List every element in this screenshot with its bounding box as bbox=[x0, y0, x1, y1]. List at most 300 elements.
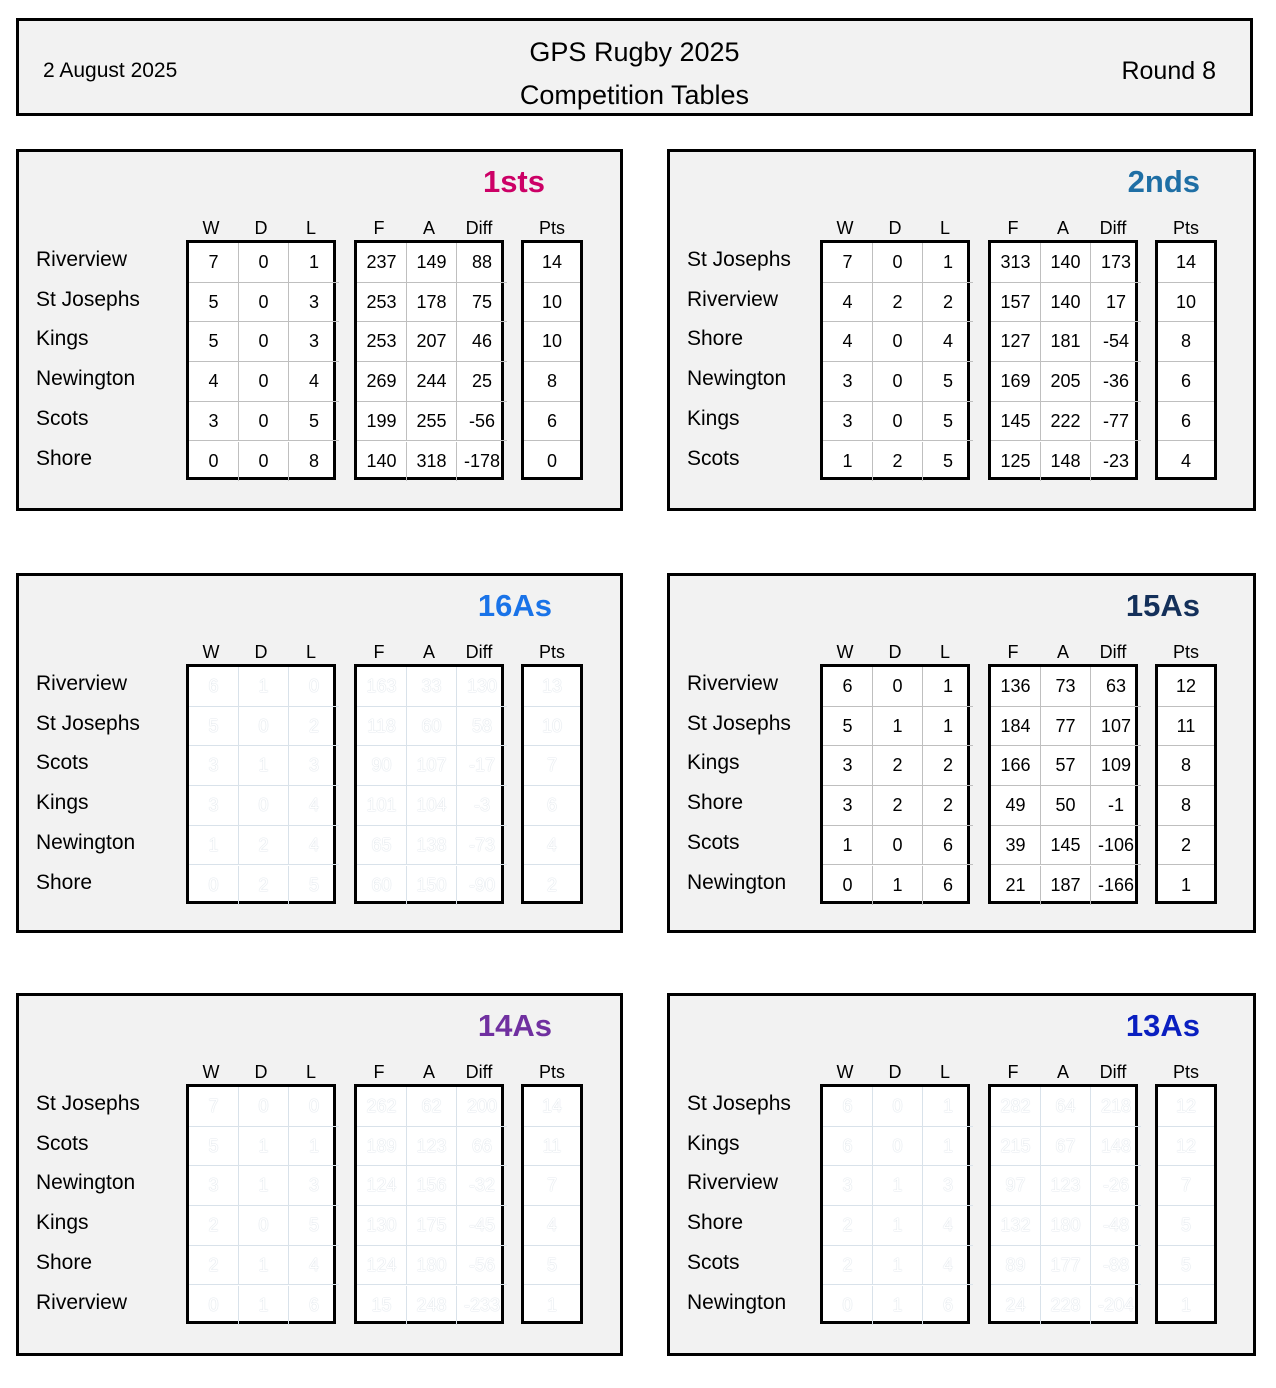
cell-pts: 14 bbox=[524, 243, 580, 283]
cell-l: 4 bbox=[289, 826, 339, 866]
cell-f: 145 bbox=[991, 402, 1041, 442]
competition-panel bbox=[667, 993, 1256, 1356]
column-header-l: L bbox=[305, 642, 316, 662]
cell-f: 90 bbox=[357, 746, 407, 786]
panel-title: 15As bbox=[1125, 588, 1200, 623]
cell-pts: 12 bbox=[1158, 1087, 1214, 1127]
cell-w: 3 bbox=[189, 402, 239, 442]
cell-a: 57 bbox=[1041, 746, 1091, 786]
column-header-f: F bbox=[373, 642, 385, 662]
cell-a: 207 bbox=[407, 322, 457, 362]
team-name: Newington bbox=[36, 367, 136, 391]
cell-diff: 17 bbox=[1091, 283, 1141, 323]
cell-pts: 5 bbox=[1158, 1206, 1214, 1246]
competition-panel bbox=[667, 573, 1256, 933]
column-header-w: W bbox=[202, 1062, 220, 1082]
cell-diff: -32 bbox=[457, 1166, 507, 1206]
wdl-box bbox=[186, 240, 336, 480]
cell-w: 2 bbox=[823, 1246, 873, 1286]
title-line-2: Competition Tables bbox=[519, 80, 750, 110]
panel-title: 2nds bbox=[1127, 164, 1200, 199]
column-header-pts: Pts bbox=[538, 218, 565, 238]
cell-l: 1 bbox=[289, 1127, 339, 1167]
cell-d: 2 bbox=[873, 746, 923, 786]
cell-diff: -26 bbox=[1091, 1166, 1141, 1206]
team-name: Newington bbox=[687, 367, 787, 391]
cell-pts: 5 bbox=[524, 1246, 580, 1286]
cell-diff: 25 bbox=[457, 362, 507, 402]
cell-w: 1 bbox=[823, 826, 873, 866]
cell-w: 5 bbox=[189, 707, 239, 747]
cell-f: 124 bbox=[357, 1246, 407, 1286]
cell-f: 237 bbox=[357, 243, 407, 283]
cell-diff: 130 bbox=[457, 667, 507, 707]
cell-w: 3 bbox=[823, 1166, 873, 1206]
round-label: Round 8 bbox=[1121, 57, 1216, 85]
cell-pts: 8 bbox=[1158, 786, 1214, 826]
cell-f: 49 bbox=[991, 786, 1041, 826]
cell-l: 1 bbox=[923, 667, 973, 707]
cell-f: 140 bbox=[357, 442, 407, 482]
cell-pts: 4 bbox=[524, 1206, 580, 1246]
cell-f: 24 bbox=[991, 1286, 1041, 1326]
cell-diff: 75 bbox=[457, 283, 507, 323]
cell-w: 3 bbox=[189, 1166, 239, 1206]
points-box bbox=[1155, 1084, 1217, 1324]
team-name: St Josephs bbox=[687, 1092, 791, 1115]
wdl-box bbox=[820, 240, 970, 480]
cell-a: 244 bbox=[407, 362, 457, 402]
cell-l: 2 bbox=[923, 746, 973, 786]
cell-a: 180 bbox=[1041, 1206, 1091, 1246]
cell-diff: -233 bbox=[463, 1294, 501, 1315]
team-name: Scots bbox=[687, 1250, 740, 1274]
cell-w: 0 bbox=[823, 866, 873, 906]
cell-f: 199 bbox=[357, 402, 407, 442]
team-name: Riverview bbox=[36, 672, 128, 695]
cell-f: 253 bbox=[357, 283, 407, 323]
team-name: Scots bbox=[36, 1131, 89, 1155]
column-header-d: D bbox=[888, 642, 902, 662]
cell-d: 1 bbox=[873, 1286, 923, 1326]
cell-d: 0 bbox=[239, 1206, 289, 1246]
wdl-box bbox=[186, 1084, 336, 1324]
header-banner bbox=[16, 18, 1253, 116]
report-date: 2 August 2025 bbox=[43, 59, 178, 82]
cell-d: 0 bbox=[873, 826, 923, 866]
cell-d: 0 bbox=[239, 243, 289, 283]
cell-diff: -17 bbox=[457, 746, 507, 786]
cell-d: 0 bbox=[873, 362, 923, 402]
team-name: St Josephs bbox=[36, 287, 140, 311]
cell-l: 4 bbox=[923, 322, 973, 362]
cell-d: 1 bbox=[239, 746, 289, 786]
points-box bbox=[521, 664, 583, 904]
competition-panel bbox=[16, 149, 623, 511]
team-name: St Josephs bbox=[36, 1092, 140, 1115]
cell-l: 5 bbox=[289, 1206, 339, 1246]
cell-f: 215 bbox=[991, 1127, 1041, 1167]
cell-a: 222 bbox=[1041, 402, 1091, 442]
cell-pts: 4 bbox=[1180, 450, 1191, 471]
cell-diff: -45 bbox=[457, 1206, 507, 1246]
panel-title: 16As bbox=[477, 588, 552, 623]
cell-diff: 148 bbox=[1091, 1127, 1141, 1167]
team-name: Shore bbox=[36, 446, 93, 470]
team-name: Kings bbox=[36, 327, 89, 351]
cell-d: 0 bbox=[239, 1087, 289, 1127]
points-box bbox=[521, 240, 583, 480]
cell-a: 180 bbox=[407, 1246, 457, 1286]
points-box bbox=[1155, 240, 1217, 480]
cell-pts: 10 bbox=[524, 707, 580, 747]
cell-f: 189 bbox=[357, 1127, 407, 1167]
cell-a: 145 bbox=[1041, 826, 1091, 866]
cell-a: 60 bbox=[407, 707, 457, 747]
cell-diff: 173 bbox=[1091, 243, 1141, 283]
column-header-f: F bbox=[373, 1062, 385, 1082]
cell-a: 187 bbox=[1041, 866, 1091, 906]
column-header-d: D bbox=[254, 642, 268, 662]
cell-l: 5 bbox=[923, 362, 973, 402]
cell-a: 33 bbox=[407, 667, 457, 707]
cell-d: 1 bbox=[239, 667, 289, 707]
cell-l: 1 bbox=[923, 1087, 973, 1127]
column-header-a: A bbox=[422, 1062, 435, 1082]
competition-panel bbox=[16, 993, 623, 1356]
column-header-pts: Pts bbox=[538, 642, 565, 662]
team-name: Newington bbox=[36, 1171, 136, 1195]
cell-w: 3 bbox=[823, 402, 873, 442]
team-name: Riverview bbox=[36, 1290, 128, 1314]
team-name: St Josephs bbox=[687, 711, 791, 735]
cell-pts: 7 bbox=[1158, 1166, 1214, 1206]
cell-w: 4 bbox=[823, 322, 873, 362]
cell-w: 3 bbox=[823, 362, 873, 402]
column-header-l: L bbox=[939, 218, 950, 238]
cell-pts: 7 bbox=[524, 1166, 580, 1206]
cell-pts: 10 bbox=[524, 322, 580, 362]
cell-diff: 88 bbox=[457, 243, 507, 283]
column-header-diff: Diff bbox=[1099, 642, 1127, 662]
cell-pts: 2 bbox=[546, 874, 557, 895]
cell-d: 2 bbox=[873, 442, 923, 482]
team-name: Kings bbox=[36, 1211, 89, 1235]
competition-panel bbox=[16, 573, 623, 933]
cell-d: 2 bbox=[873, 283, 923, 323]
cell-f: 253 bbox=[357, 322, 407, 362]
cell-pts: 6 bbox=[524, 402, 580, 442]
cell-w: 1 bbox=[823, 442, 873, 482]
cell-diff: -88 bbox=[1091, 1246, 1141, 1286]
cell-f: 21 bbox=[991, 866, 1041, 906]
cell-d: 0 bbox=[873, 402, 923, 442]
cell-d: 2 bbox=[239, 866, 289, 906]
cell-w: 5 bbox=[189, 1127, 239, 1167]
cell-pts: 11 bbox=[524, 1127, 580, 1167]
panel-title: 1sts bbox=[482, 164, 545, 199]
cell-w: 2 bbox=[823, 1206, 873, 1246]
cell-diff: -204 bbox=[1097, 1294, 1135, 1315]
cell-d: 0 bbox=[873, 322, 923, 362]
cell-l: 0 bbox=[289, 1087, 339, 1127]
cell-pts: 8 bbox=[524, 362, 580, 402]
cell-diff: 200 bbox=[457, 1087, 507, 1127]
team-name: Scots bbox=[687, 830, 740, 854]
cell-diff: 46 bbox=[457, 322, 507, 362]
cell-l: 6 bbox=[942, 1294, 953, 1315]
cell-d: 0 bbox=[873, 1127, 923, 1167]
cell-pts: 8 bbox=[1158, 322, 1214, 362]
team-name: Riverview bbox=[687, 1171, 779, 1195]
cell-l: 3 bbox=[923, 1166, 973, 1206]
cell-diff: -1 bbox=[1091, 786, 1141, 826]
team-name: Kings bbox=[687, 406, 740, 430]
team-name: Scots bbox=[687, 446, 740, 470]
cell-diff: -178 bbox=[463, 450, 501, 471]
column-header-l: L bbox=[939, 1062, 950, 1082]
column-header-diff: Diff bbox=[465, 218, 493, 238]
cell-l: 3 bbox=[289, 746, 339, 786]
cell-w: 7 bbox=[823, 243, 873, 283]
cell-f: 97 bbox=[991, 1166, 1041, 1206]
cell-a: 148 bbox=[1041, 442, 1091, 482]
cell-diff: 66 bbox=[457, 1127, 507, 1167]
cell-w: 5 bbox=[823, 707, 873, 747]
cell-w: 4 bbox=[823, 283, 873, 323]
cell-f: 130 bbox=[357, 1206, 407, 1246]
column-header-w: W bbox=[202, 218, 220, 238]
column-header-l: L bbox=[305, 218, 316, 238]
cell-pts: 1 bbox=[1180, 1294, 1191, 1315]
cell-d: 0 bbox=[239, 402, 289, 442]
cell-a: 156 bbox=[407, 1166, 457, 1206]
cell-diff: -56 bbox=[457, 402, 507, 442]
cell-a: 150 bbox=[407, 866, 457, 906]
cell-diff: 58 bbox=[457, 707, 507, 747]
cell-a: 318 bbox=[407, 442, 457, 482]
cell-f: 118 bbox=[357, 707, 407, 747]
cell-f: 127 bbox=[991, 322, 1041, 362]
cell-l: 4 bbox=[923, 1206, 973, 1246]
cell-d: 1 bbox=[239, 1166, 289, 1206]
cell-l: 5 bbox=[289, 402, 339, 442]
cell-diff: -36 bbox=[1091, 362, 1141, 402]
cell-l: 1 bbox=[289, 243, 339, 283]
cell-pts: 6 bbox=[524, 786, 580, 826]
cell-diff: -73 bbox=[457, 826, 507, 866]
column-header-pts: Pts bbox=[1172, 642, 1199, 662]
cell-pts: 11 bbox=[1158, 707, 1214, 747]
column-header-diff: Diff bbox=[465, 1062, 493, 1082]
cell-w: 3 bbox=[823, 786, 873, 826]
cell-w: 7 bbox=[189, 1087, 239, 1127]
cell-a: 138 bbox=[407, 826, 457, 866]
cell-d: 1 bbox=[873, 1166, 923, 1206]
cell-w: 0 bbox=[189, 866, 239, 906]
cell-w: 2 bbox=[189, 1246, 239, 1286]
cell-l: 4 bbox=[289, 1246, 339, 1286]
cell-a: 175 bbox=[407, 1206, 457, 1246]
team-name: Newington bbox=[687, 870, 787, 894]
cell-l: 3 bbox=[289, 322, 339, 362]
cell-d: 0 bbox=[239, 786, 289, 826]
column-header-d: D bbox=[888, 218, 902, 238]
cell-diff: -48 bbox=[1091, 1206, 1141, 1246]
cell-w: 3 bbox=[189, 786, 239, 826]
cell-l: 1 bbox=[923, 1127, 973, 1167]
column-header-f: F bbox=[1007, 218, 1019, 238]
cell-f: 39 bbox=[991, 826, 1041, 866]
cell-diff: 107 bbox=[1091, 707, 1141, 747]
cell-l: 8 bbox=[308, 450, 319, 471]
cell-a: 178 bbox=[407, 283, 457, 323]
cell-d: 0 bbox=[873, 667, 923, 707]
cell-l: 6 bbox=[923, 826, 973, 866]
cell-l: 6 bbox=[942, 874, 953, 895]
cell-l: 1 bbox=[923, 243, 973, 283]
cell-w: 6 bbox=[823, 1127, 873, 1167]
cell-pts: 0 bbox=[546, 450, 557, 471]
cell-l: 1 bbox=[923, 707, 973, 747]
scores-box bbox=[988, 240, 1138, 480]
cell-w: 6 bbox=[823, 1087, 873, 1127]
scores-box bbox=[988, 664, 1138, 904]
cell-f: 163 bbox=[357, 667, 407, 707]
cell-pts: 12 bbox=[1158, 667, 1214, 707]
cell-a: 140 bbox=[1041, 243, 1091, 283]
cell-a: 73 bbox=[1041, 667, 1091, 707]
cell-f: 60 bbox=[357, 866, 407, 906]
cell-f: 101 bbox=[357, 786, 407, 826]
cell-l: 4 bbox=[923, 1246, 973, 1286]
column-header-l: L bbox=[939, 642, 950, 662]
panel-title: 14As bbox=[477, 1008, 552, 1043]
column-header-a: A bbox=[1056, 1062, 1069, 1082]
cell-w: 0 bbox=[823, 1286, 873, 1326]
team-name: Shore bbox=[36, 870, 93, 894]
points-box bbox=[521, 1084, 583, 1324]
wdl-box bbox=[186, 664, 336, 904]
cell-d: 2 bbox=[239, 826, 289, 866]
scores-box bbox=[354, 1084, 504, 1324]
cell-diff: -3 bbox=[457, 786, 507, 826]
cell-f: 15 bbox=[357, 1286, 407, 1326]
cell-a: 255 bbox=[407, 402, 457, 442]
cell-d: 1 bbox=[239, 1127, 289, 1167]
cell-w: 7 bbox=[189, 243, 239, 283]
column-header-diff: Diff bbox=[1099, 218, 1127, 238]
cell-w: 0 bbox=[189, 1286, 239, 1326]
cell-a: 77 bbox=[1041, 707, 1091, 747]
cell-l: 0 bbox=[289, 667, 339, 707]
cell-l: 3 bbox=[289, 1166, 339, 1206]
cell-f: 65 bbox=[357, 826, 407, 866]
team-name: Newington bbox=[36, 830, 136, 854]
cell-d: 1 bbox=[873, 1246, 923, 1286]
cell-f: 269 bbox=[357, 362, 407, 402]
page-title bbox=[19, 31, 1250, 117]
cell-pts: 5 bbox=[1158, 1246, 1214, 1286]
cell-diff: -56 bbox=[457, 1246, 507, 1286]
column-header-a: A bbox=[1056, 218, 1069, 238]
column-header-f: F bbox=[373, 218, 385, 238]
column-header-d: D bbox=[254, 218, 268, 238]
team-name: Kings bbox=[36, 791, 89, 815]
cell-pts: 6 bbox=[1158, 402, 1214, 442]
cell-diff: 109 bbox=[1091, 746, 1141, 786]
cell-w: 5 bbox=[189, 322, 239, 362]
column-header-l: L bbox=[305, 1062, 316, 1082]
cell-w: 3 bbox=[189, 746, 239, 786]
cell-f: 169 bbox=[991, 362, 1041, 402]
cell-f: 262 bbox=[357, 1087, 407, 1127]
cell-l: 6 bbox=[308, 1294, 319, 1315]
cell-l: 2 bbox=[289, 707, 339, 747]
cell-d: 1 bbox=[239, 1246, 289, 1286]
cell-w: 6 bbox=[189, 667, 239, 707]
cell-d: 0 bbox=[239, 283, 289, 323]
cell-f: 136 bbox=[991, 667, 1041, 707]
cell-a: 181 bbox=[1041, 322, 1091, 362]
cell-f: 313 bbox=[991, 243, 1041, 283]
cell-d: 0 bbox=[239, 362, 289, 402]
column-header-w: W bbox=[836, 1062, 854, 1082]
column-header-f: F bbox=[1007, 642, 1019, 662]
scores-box bbox=[354, 664, 504, 904]
cell-pts: 1 bbox=[1180, 874, 1191, 895]
cell-w: 5 bbox=[189, 283, 239, 323]
cell-l: 2 bbox=[923, 283, 973, 323]
team-name: Shore bbox=[687, 791, 744, 815]
cell-pts: 2 bbox=[1158, 826, 1214, 866]
cell-f: 157 bbox=[991, 283, 1041, 323]
cell-diff: -54 bbox=[1091, 322, 1141, 362]
cell-w: 0 bbox=[189, 442, 239, 482]
cell-d: 1 bbox=[873, 866, 923, 906]
points-box bbox=[1155, 664, 1217, 904]
team-name: Shore bbox=[36, 1250, 93, 1274]
team-name: Riverview bbox=[687, 672, 779, 695]
cell-f: 125 bbox=[991, 442, 1041, 482]
cell-f: 184 bbox=[991, 707, 1041, 747]
cell-d: 1 bbox=[873, 1206, 923, 1246]
cell-f: 282 bbox=[991, 1087, 1041, 1127]
cell-diff: 218 bbox=[1091, 1087, 1141, 1127]
cell-a: 64 bbox=[1041, 1087, 1091, 1127]
cell-pts: 12 bbox=[1158, 1127, 1214, 1167]
cell-a: 67 bbox=[1041, 1127, 1091, 1167]
column-header-pts: Pts bbox=[1172, 1062, 1199, 1082]
scores-box bbox=[354, 240, 504, 480]
column-header-f: F bbox=[1007, 1062, 1019, 1082]
column-header-d: D bbox=[888, 1062, 902, 1082]
cell-pts: 10 bbox=[1158, 283, 1214, 323]
cell-diff: -166 bbox=[1097, 874, 1135, 895]
team-name: Kings bbox=[687, 1131, 740, 1155]
column-header-w: W bbox=[202, 642, 220, 662]
cell-l: 4 bbox=[289, 786, 339, 826]
column-header-a: A bbox=[422, 642, 435, 662]
cell-pts: 8 bbox=[1158, 746, 1214, 786]
cell-pts: 10 bbox=[524, 283, 580, 323]
cell-d: 1 bbox=[239, 1286, 289, 1326]
cell-d: 2 bbox=[873, 786, 923, 826]
cell-a: 123 bbox=[1041, 1166, 1091, 1206]
wdl-box bbox=[820, 1084, 970, 1324]
cell-a: 123 bbox=[407, 1127, 457, 1167]
cell-w: 2 bbox=[189, 1206, 239, 1246]
